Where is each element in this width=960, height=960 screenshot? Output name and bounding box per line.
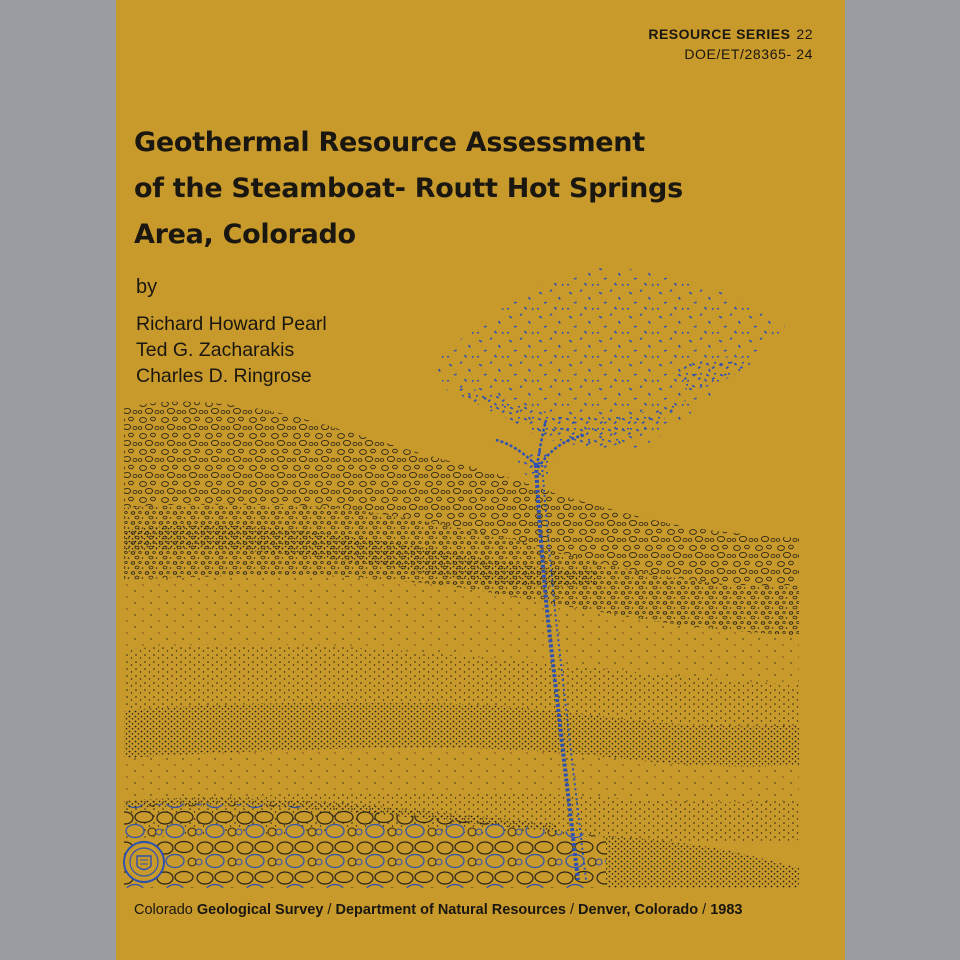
by-label: by: [136, 276, 158, 298]
separator-1: /: [323, 902, 336, 918]
publisher-name: Geological Survey: [196, 902, 324, 918]
city-name: Denver, Colorado: [578, 902, 699, 918]
series-block: [648, 24, 813, 64]
publisher-prefix: Colorado: [134, 902, 193, 918]
author-1: Richard Howard Pearl: [136, 313, 327, 335]
report-title: [134, 120, 824, 258]
title-line-3: Area, Colorado: [134, 219, 356, 250]
separator-2: /: [565, 902, 579, 918]
series-label: RESOURCE SERIES: [648, 26, 791, 42]
series-number: 22: [796, 26, 813, 42]
title-line-1: Geothermal Resource Assessment: [134, 127, 645, 158]
seal-icon: [124, 842, 164, 882]
separator-3: /: [698, 902, 711, 918]
author-3: Charles D. Ringrose: [136, 365, 312, 387]
tree-canopy: [428, 268, 786, 476]
ground-right: [606, 836, 799, 888]
department-name: Department of Natural Resources: [335, 902, 566, 918]
publisher-line: [134, 902, 834, 918]
series-line: [648, 24, 813, 44]
report-cover: [116, 0, 845, 960]
report-code: DOE/ET/28365- 24: [684, 46, 813, 62]
publication-year: 1983: [710, 902, 743, 918]
author-2: Ted G. Zacharakis: [136, 339, 295, 361]
title-line-2: of the Steamboat- Routt Hot Springs: [134, 173, 683, 204]
geologic-illustration: [116, 240, 845, 900]
